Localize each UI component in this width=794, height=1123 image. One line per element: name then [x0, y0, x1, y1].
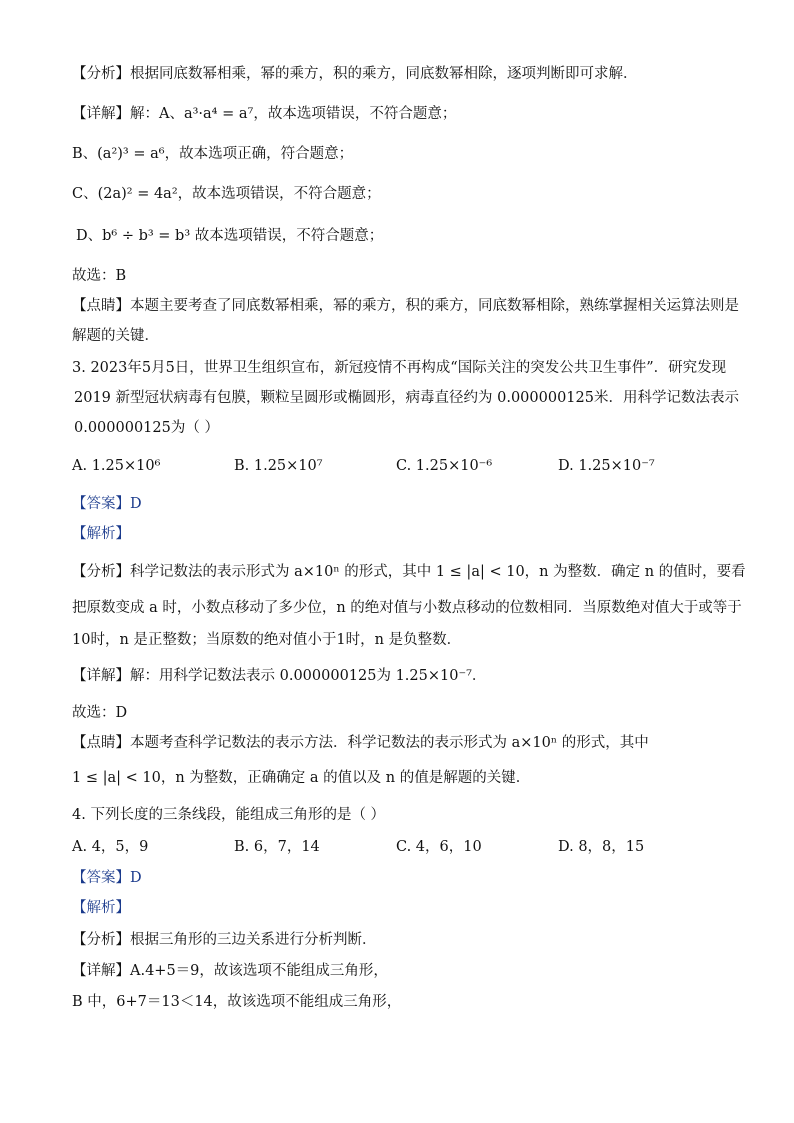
- q4-option-c: C. 4，6，10: [396, 839, 482, 855]
- q3-jiexi-label: 【解析】: [72, 526, 130, 542]
- q2-detail-d: D、b⁶ ÷ b³ = b³ 故本选项错误，不符合题意；: [76, 228, 384, 244]
- q3-option-d: D. 1.25×10⁻⁷: [558, 458, 655, 474]
- q3-analysis-line1: 【分析】科学记数法的表示形式为 a×10ⁿ 的形式，其中 1 ≤ |a| < 10，n 为整数．确定 n 的值时，要看: [72, 564, 746, 580]
- q2-analysis: 【分析】根据同底数幂相乘，幂的乘方，积的乘方，同底数幂相除，逐项判断即可求解．: [72, 66, 638, 82]
- q4-jiexi-label: 【解析】: [72, 900, 130, 916]
- q4-option-b: B. 6，7，14: [234, 839, 320, 855]
- q2-detail-a: 【详解】解：A、a³·a⁴ = a⁷，故本选项错误，不符合题意；: [72, 106, 457, 122]
- q4-answer: 【答案】D: [72, 870, 142, 886]
- q4-option-a: A. 4，5，9: [72, 839, 149, 855]
- q3-stem-line2: 2019 新型冠状病毒有包膜，颗粒呈圆形或椭圆形，病毒直径约为 0.000000125米．用科学记数法表示: [74, 390, 739, 406]
- q3-detail: 【详解】解：用科学记数法表示 0.000000125为 1.25×10⁻⁷．: [72, 668, 487, 684]
- q3-comment-line2: 1 ≤ |a| < 10，n 为整数，正确确定 a 的值以及 n 的值是解题的关键．: [72, 770, 531, 786]
- q2-comment-line1: 【点睛】本题主要考查了同底数幂相乘，幂的乘方，积的乘方，同底数幂相除，熟练掌握相关运算法则是: [72, 298, 739, 314]
- q3-comment-line1: 【点睛】本题考查科学记数法的表示方法．科学记数法的表示形式为 a×10ⁿ 的形式，其中: [72, 735, 649, 751]
- q2-detail-b: B、(a²)³ = a⁶，故本选项正确，符合题意；: [72, 146, 354, 162]
- q3-answer: 【答案】D: [72, 496, 142, 512]
- q2-detail-c: C、(2a)² = 4a²，故本选项错误，不符合题意；: [72, 186, 381, 202]
- q3-stem-line1: 3. 2023年5月5日，世界卫生组织宣布，新冠疫情不再构成“国际关注的突发公共卫生事件”．研究发现: [72, 360, 727, 376]
- q3-option-b: B. 1.25×10⁷: [234, 458, 323, 474]
- q4-detail-line2: B 中，6+7＝13＜14，故该选项不能组成三角形，: [72, 994, 402, 1010]
- q4-stem: 4. 下列长度的三条线段，能组成三角形的是（ ）: [72, 807, 386, 823]
- q2-choose: 故选：B: [72, 268, 127, 284]
- q3-choose: 故选：D: [72, 705, 128, 721]
- q4-detail-line1: 【详解】A.4+5＝9，故该选项不能组成三角形，: [72, 963, 388, 979]
- q2-comment-line2: 解题的关键．: [72, 328, 159, 344]
- q3-option-c: C. 1.25×10⁻⁶: [396, 458, 493, 474]
- q3-stem-line3: 0.000000125为（ ）: [74, 420, 219, 436]
- q4-option-d: D. 8，8，15: [558, 839, 645, 855]
- q3-option-a: A. 1.25×10⁶: [72, 458, 161, 474]
- q3-analysis-line2: 把原数变成 a 时，小数点移动了多少位，n 的绝对值与小数点移动的位数相同．当原数绝对值大于或等于: [72, 600, 742, 616]
- q4-analysis: 【分析】根据三角形的三边关系进行分析判断．: [72, 932, 377, 948]
- q3-analysis-line3: 10时，n 是正整数；当原数的绝对值小于1时，n 是负整数．: [72, 632, 462, 648]
